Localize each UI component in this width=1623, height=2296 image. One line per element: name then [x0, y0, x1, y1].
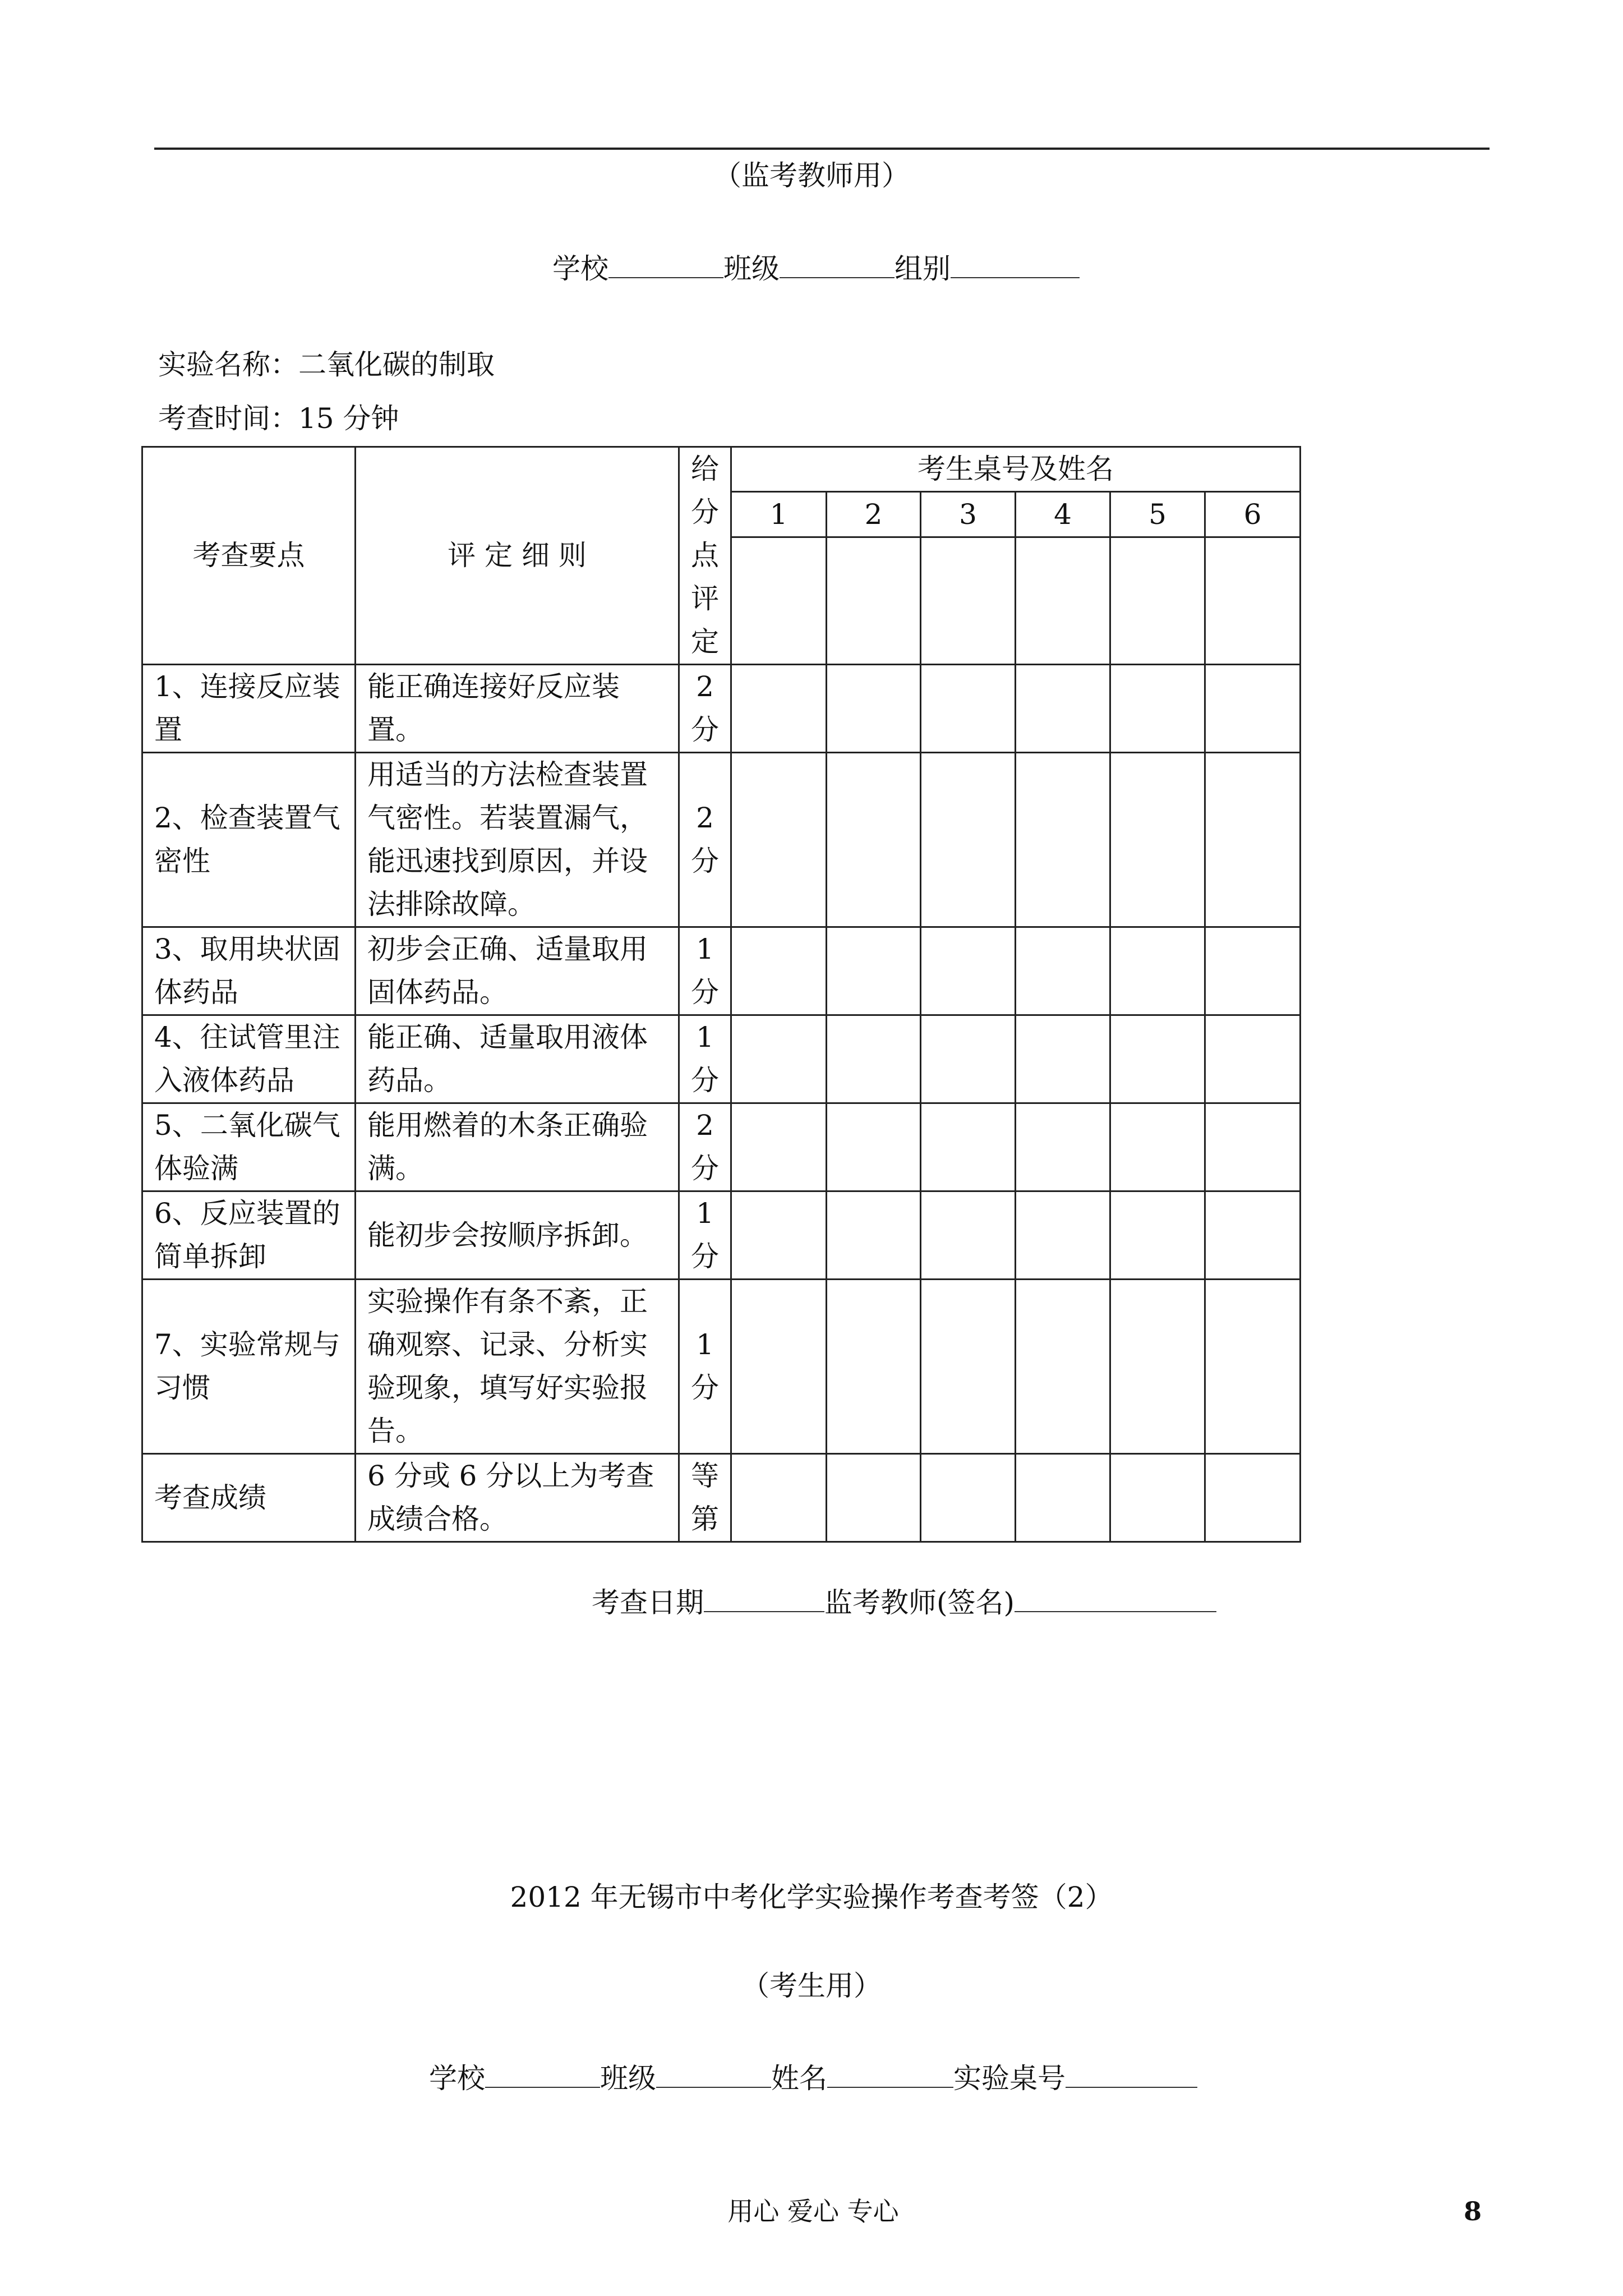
score-cell[interactable]	[921, 927, 1016, 1015]
col-students-header: 考生桌号及姓名	[731, 447, 1301, 492]
score-cell[interactable]	[921, 1191, 1016, 1280]
score-cell[interactable]	[731, 665, 827, 753]
student-number: 3	[921, 492, 1016, 537]
col-rules-header: 评 定 细 则	[356, 447, 679, 665]
row-rule: 实验操作有条不紊，正确观察、记录、分析实验现象，填写好实验报告。	[356, 1280, 679, 1454]
student-number: 4	[1016, 492, 1110, 537]
exam-time: 考查时间：15 分钟	[158, 402, 399, 435]
row-score: 1分	[679, 927, 731, 1015]
student-name-cell[interactable]	[921, 537, 1016, 664]
experiment-name: 实验名称：二氧化碳的制取	[158, 348, 495, 381]
table-row	[142, 1280, 1301, 1454]
student-name-cell[interactable]	[827, 537, 921, 664]
class-label: 班级	[600, 2062, 656, 2095]
school-blank[interactable]	[485, 2058, 600, 2088]
score-cell[interactable]	[1016, 753, 1110, 927]
score-cell[interactable]	[827, 665, 921, 753]
score-table	[141, 446, 1301, 1543]
class-blank[interactable]	[656, 2058, 771, 2088]
student-name-cell[interactable]	[731, 537, 827, 664]
score-cell[interactable]	[1016, 1454, 1110, 1542]
student-number: 5	[1110, 492, 1205, 537]
row-score: 1分	[679, 1191, 731, 1280]
score-cell[interactable]	[1016, 665, 1110, 753]
row-rule: 能正确、适量取用液体药品。	[356, 1015, 679, 1103]
student-number: 2	[827, 492, 921, 537]
score-cell[interactable]	[1110, 927, 1205, 1015]
row-score: 2分	[679, 665, 731, 753]
student-number: 1	[731, 492, 827, 537]
table-row	[142, 1191, 1301, 1280]
score-cell[interactable]	[731, 753, 827, 927]
score-cell[interactable]	[827, 1103, 921, 1191]
score-cell[interactable]	[1205, 1103, 1301, 1191]
score-cell[interactable]	[921, 1454, 1016, 1542]
header-fields	[552, 248, 1080, 286]
col-score-header: 给分点评定	[679, 447, 731, 665]
table-row	[142, 1103, 1301, 1191]
score-cell[interactable]	[1016, 1191, 1110, 1280]
desk-blank[interactable]	[1066, 2058, 1197, 2088]
page-number: 8	[1464, 2196, 1482, 2226]
student-number: 6	[1205, 492, 1301, 537]
row-rule: 能用燃着的木条正确验满。	[356, 1103, 679, 1191]
score-cell[interactable]	[1205, 927, 1301, 1015]
student-copy-heading: （考生用）	[741, 1970, 882, 2002]
score-cell[interactable]	[731, 1280, 827, 1454]
name-blank[interactable]	[827, 2058, 953, 2088]
score-cell[interactable]	[1016, 1280, 1110, 1454]
group-blank[interactable]	[951, 248, 1080, 278]
col-points-header: 考查要点	[142, 447, 356, 665]
score-cell[interactable]	[921, 1280, 1016, 1454]
row-score: 等第	[679, 1454, 731, 1542]
row-point: 考查成绩	[142, 1454, 356, 1542]
score-cell[interactable]	[1205, 1454, 1301, 1542]
next-slip-title: 2012 年无锡市中考化学实验操作考查考签（2）	[510, 1881, 1113, 1913]
header-row	[142, 447, 1301, 492]
table-row	[142, 665, 1301, 753]
school-label: 学校	[552, 252, 608, 285]
score-cell[interactable]	[921, 1103, 1016, 1191]
score-cell[interactable]	[1205, 1015, 1301, 1103]
table-row	[142, 1015, 1301, 1103]
score-cell[interactable]	[827, 927, 921, 1015]
name-label: 姓名	[771, 2062, 827, 2095]
class-blank[interactable]	[780, 248, 895, 278]
signature-blank[interactable]	[1015, 1582, 1216, 1612]
school-label: 学校	[429, 2062, 485, 2095]
row-rule: 6 分或 6 分以上为考查成绩合格。	[356, 1454, 679, 1542]
student-name-cell[interactable]	[1016, 537, 1110, 664]
footer-motto: 用心 爱心 专心	[727, 2196, 899, 2226]
date-blank[interactable]	[704, 1582, 824, 1612]
row-score: 2分	[679, 753, 731, 927]
table-row	[142, 1454, 1301, 1542]
score-cell[interactable]	[921, 665, 1016, 753]
invigilator-label: 监考教师(签名)	[824, 1586, 1015, 1619]
row-score: 2分	[679, 1103, 731, 1191]
score-cell[interactable]	[921, 1015, 1016, 1103]
score-cell[interactable]	[827, 1280, 921, 1454]
score-cell[interactable]	[731, 1103, 827, 1191]
score-cell[interactable]	[1016, 1015, 1110, 1103]
score-cell[interactable]	[731, 927, 827, 1015]
score-cell[interactable]	[1110, 1191, 1205, 1280]
row-rule: 能初步会按顺序拆卸。	[356, 1191, 679, 1280]
score-cell[interactable]	[731, 1454, 827, 1542]
score-cell[interactable]	[1205, 1280, 1301, 1454]
top-rule	[154, 148, 1490, 150]
score-cell[interactable]	[1110, 665, 1205, 753]
row-score: 1分	[679, 1280, 731, 1454]
score-cell[interactable]	[827, 1454, 921, 1542]
score-cell[interactable]	[1205, 753, 1301, 927]
table-row	[142, 927, 1301, 1015]
desk-label: 实验桌号	[953, 2062, 1066, 2095]
score-cell[interactable]	[1110, 753, 1205, 927]
class-label: 班级	[723, 252, 780, 285]
score-cell[interactable]	[827, 753, 921, 927]
table-row	[142, 753, 1301, 927]
score-cell[interactable]	[731, 1191, 827, 1280]
teacher-copy-heading: （监考教师用）	[713, 159, 910, 192]
group-label: 组别	[895, 252, 951, 285]
student-name-cell[interactable]	[1110, 537, 1205, 664]
row-point: 7、实验常规与习惯	[142, 1280, 356, 1454]
score-cell[interactable]	[1205, 665, 1301, 753]
score-cell[interactable]	[1110, 1103, 1205, 1191]
score-cell[interactable]	[1205, 1191, 1301, 1280]
sign-line	[592, 1582, 1216, 1619]
score-cell[interactable]	[1016, 1103, 1110, 1191]
score-cell[interactable]	[1110, 1454, 1205, 1542]
row-rule: 初步会正确、适量取用固体药品。	[356, 927, 679, 1015]
student-fields	[429, 2058, 1197, 2095]
row-point: 2、检查装置气密性	[142, 753, 356, 927]
date-label: 考查日期	[592, 1586, 704, 1619]
row-point: 1、连接反应装置	[142, 665, 356, 753]
row-rule: 用适当的方法检查装置气密性。若装置漏气，能迅速找到原因，并设法排除故障。	[356, 753, 679, 927]
school-blank[interactable]	[608, 248, 723, 278]
row-rule: 能正确连接好反应装置。	[356, 665, 679, 753]
row-point: 4、往试管里注入液体药品	[142, 1015, 356, 1103]
score-cell[interactable]	[827, 1191, 921, 1280]
row-point: 5、二氧化碳气体验满	[142, 1103, 356, 1191]
score-cell[interactable]	[1110, 1280, 1205, 1454]
row-score: 1分	[679, 1015, 731, 1103]
score-cell[interactable]	[827, 1015, 921, 1103]
score-cell[interactable]	[731, 1015, 827, 1103]
student-name-cell[interactable]	[1205, 537, 1301, 664]
score-cell[interactable]	[1110, 1015, 1205, 1103]
score-cell[interactable]	[1016, 927, 1110, 1015]
row-point: 6、反应装置的简单拆卸	[142, 1191, 356, 1280]
score-cell[interactable]	[921, 753, 1016, 927]
row-point: 3、取用块状固体药品	[142, 927, 356, 1015]
